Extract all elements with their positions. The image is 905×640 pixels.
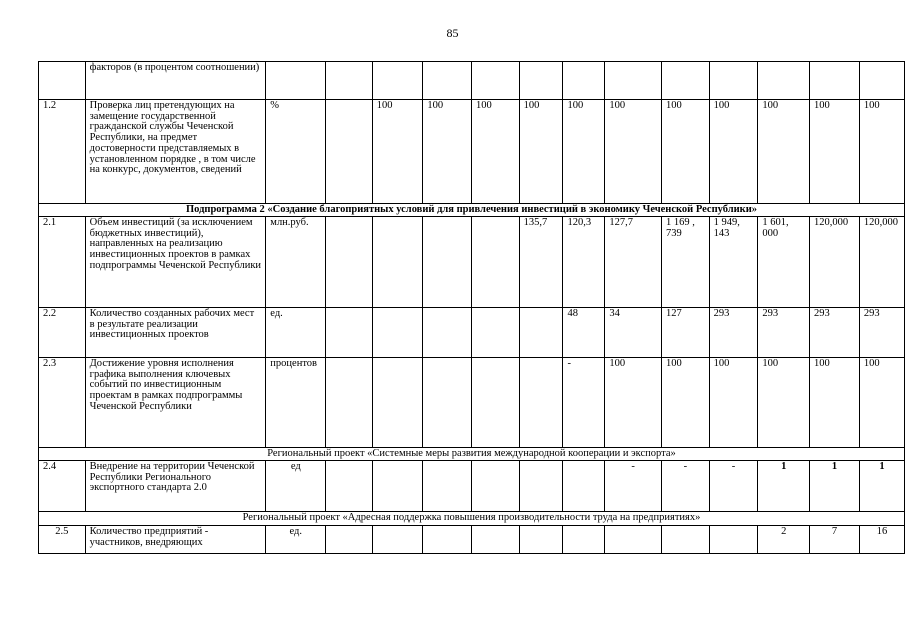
value-cell	[859, 62, 904, 100]
value-cell: 34	[605, 308, 662, 358]
indicator-name: Достижение уровня исполнения графика выполнения ключевых событий по инвестиционным проектам в рамках подпрограммы Чеченской Республики	[85, 358, 266, 448]
value-cell: -	[662, 461, 710, 512]
value-cell	[423, 62, 472, 100]
value-cell: 100	[810, 100, 860, 204]
section-row	[39, 204, 905, 217]
value-cell	[709, 526, 758, 554]
row-number: 2.5	[39, 526, 86, 554]
value-cell: 100	[605, 358, 662, 448]
value-cell	[662, 526, 710, 554]
regional-project-title: Региональный проект «Адресная поддержка повышения производительности труда на предприятиях»	[39, 512, 905, 526]
value-cell	[519, 308, 563, 358]
value-cell	[563, 526, 605, 554]
value-cell	[372, 526, 423, 554]
value-cell	[662, 62, 710, 100]
value-cell	[605, 62, 662, 100]
value-cell	[326, 217, 372, 308]
unit-cell: процентов	[266, 358, 326, 448]
unit-cell: ед.	[266, 308, 326, 358]
table-row	[39, 100, 905, 204]
indicator-name: Проверка лиц претендующих на замещение государственной гражданской службы Чеченской Республики, на предмет достоверности представляемых в установленном порядке , в том числе на конкурс, документов, сведений	[85, 100, 266, 204]
value-cell: 135,7	[519, 217, 563, 308]
value-cell	[423, 461, 472, 512]
value-cell: 100	[423, 100, 472, 204]
value-cell: 100	[709, 100, 758, 204]
value-cell	[372, 217, 423, 308]
value-cell	[326, 461, 372, 512]
row-number: 1.2	[39, 100, 86, 204]
value-cell	[372, 358, 423, 448]
table-row	[39, 358, 905, 448]
indicator-name: Количество созданных рабочих мест в результате реализации инвестиционных проектов	[85, 308, 266, 358]
section-row	[39, 448, 905, 461]
value-cell: 100	[662, 358, 710, 448]
unit-cell: млн.руб.	[266, 217, 326, 308]
value-cell: 100	[810, 358, 860, 448]
value-cell	[709, 62, 758, 100]
value-cell: 293	[758, 308, 810, 358]
value-cell	[372, 461, 423, 512]
value-cell: 1	[859, 461, 904, 512]
row-number: 2.2	[39, 308, 86, 358]
value-cell: 100	[605, 100, 662, 204]
table-row	[39, 217, 905, 308]
row-number: 2.3	[39, 358, 86, 448]
value-cell: 293	[859, 308, 904, 358]
value-cell	[372, 308, 423, 358]
value-cell	[563, 62, 605, 100]
table-row	[39, 308, 905, 358]
value-cell: 1 169 , 739	[662, 217, 710, 308]
value-cell	[326, 308, 372, 358]
row-number	[39, 62, 86, 100]
value-cell	[519, 62, 563, 100]
value-cell: 7	[810, 526, 860, 554]
value-cell: 100	[372, 100, 423, 204]
page-number: 85	[446, 26, 459, 40]
value-cell: 120,3	[563, 217, 605, 308]
value-cell	[471, 461, 519, 512]
value-cell	[605, 526, 662, 554]
value-cell	[471, 358, 519, 448]
unit-cell: ед	[266, 461, 326, 512]
value-cell	[810, 62, 860, 100]
value-cell: 48	[563, 308, 605, 358]
value-cell: 127	[662, 308, 710, 358]
value-cell: -	[605, 461, 662, 512]
value-cell: 120,000	[810, 217, 860, 308]
value-cell	[471, 308, 519, 358]
value-cell: 100	[662, 100, 710, 204]
value-cell	[372, 62, 423, 100]
indicator-name: Объем инвестиций (за исключением бюджетных инвестиций), направленных на реализацию инвестиционных проектов в рамках подпрограммы Чеченской Республики	[85, 217, 266, 308]
regional-project-title: Региональный проект «Системные меры развития международной кооперации и экспорта»	[39, 448, 905, 461]
row-number: 2.4	[39, 461, 86, 512]
value-cell	[471, 217, 519, 308]
value-cell	[423, 358, 472, 448]
value-cell	[423, 217, 472, 308]
value-cell	[423, 308, 472, 358]
section-row	[39, 512, 905, 526]
unit-cell: ед.	[266, 526, 326, 554]
value-cell: 100	[758, 358, 810, 448]
value-cell: 100	[471, 100, 519, 204]
value-cell	[471, 526, 519, 554]
value-cell	[326, 526, 372, 554]
value-cell: 2	[758, 526, 810, 554]
value-cell: 1	[810, 461, 860, 512]
value-cell	[519, 526, 563, 554]
value-cell: 100	[758, 100, 810, 204]
table-row	[39, 461, 905, 512]
value-cell: 16	[859, 526, 904, 554]
row-number: 2.1	[39, 217, 86, 308]
value-cell	[326, 100, 372, 204]
unit-cell: %	[266, 100, 326, 204]
value-cell: -	[563, 358, 605, 448]
indicator-name: факторов (в процентом соотношении)	[85, 62, 266, 100]
indicators-table	[38, 61, 905, 554]
value-cell: 293	[709, 308, 758, 358]
value-cell: 1	[758, 461, 810, 512]
table-row	[39, 526, 905, 554]
value-cell: 100	[519, 100, 563, 204]
value-cell: 1 601, 000	[758, 217, 810, 308]
value-cell: 293	[810, 308, 860, 358]
value-cell: 120,000	[859, 217, 904, 308]
value-cell	[423, 526, 472, 554]
indicator-name: Внедрение на территории Чеченской Республики Регионального экспортного стандарта 2.0	[85, 461, 266, 512]
value-cell: 100	[563, 100, 605, 204]
value-cell	[519, 358, 563, 448]
table-row	[39, 62, 905, 100]
subprogram-title: Подпрограмма 2 «Создание благоприятных условий для привлечения инвестиций в экономику Чеченской Республики»	[39, 204, 905, 217]
value-cell	[563, 461, 605, 512]
value-cell	[326, 62, 372, 100]
value-cell: 1 949, 143	[709, 217, 758, 308]
value-cell	[326, 358, 372, 448]
value-cell: 100	[859, 100, 904, 204]
unit-cell	[266, 62, 326, 100]
value-cell: 100	[709, 358, 758, 448]
value-cell: -	[709, 461, 758, 512]
value-cell	[519, 461, 563, 512]
indicator-name: Количество предприятий - участников, внедряющих	[85, 526, 266, 554]
value-cell	[758, 62, 810, 100]
value-cell	[471, 62, 519, 100]
value-cell: 100	[859, 358, 904, 448]
value-cell: 127,7	[605, 217, 662, 308]
